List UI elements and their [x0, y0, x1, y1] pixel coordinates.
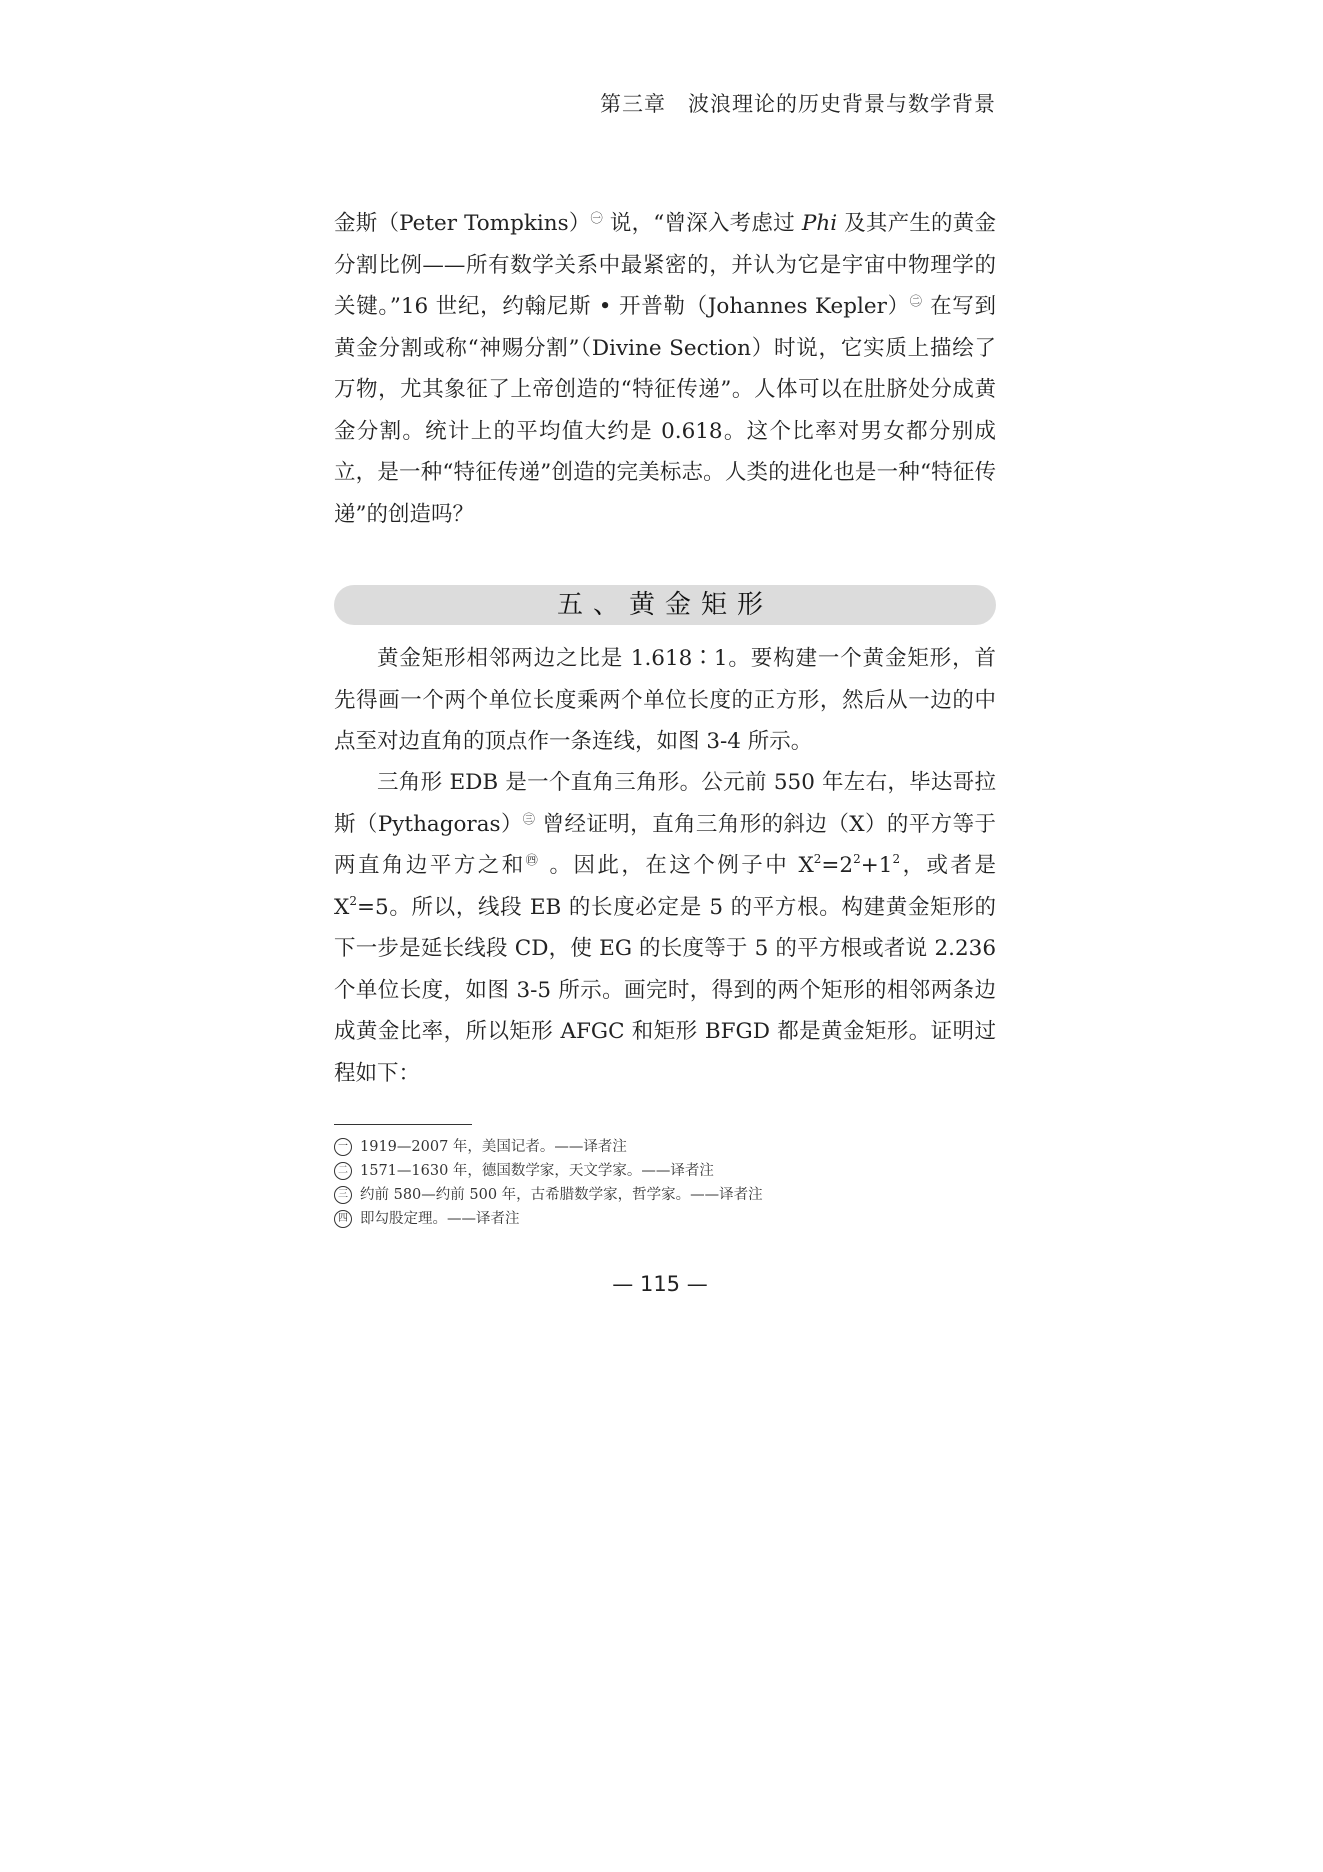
footnote-ref-2: ㊁	[909, 294, 923, 308]
p1-phi: Phi	[801, 211, 838, 236]
footnote-4	[334, 1207, 996, 1231]
paragraph-3	[334, 762, 996, 1094]
running-head: 第三章 波浪理论的历史背景与数学背景	[600, 92, 996, 116]
paragraph-1	[334, 203, 996, 535]
p3-text-6: ，或者是 X	[334, 853, 996, 920]
p3-text-4: =2	[821, 853, 854, 878]
p1-text-3: 及其产生的黄金分割比例——所有数学关系中最紧密的，并认为它是宇宙中物理学的关键。”16 世纪，约翰尼斯 • 开普勒（Johannes Kepler）	[334, 211, 996, 319]
footnote-ref-3: ㊂	[522, 811, 536, 826]
footnote-mark: 二	[334, 1162, 352, 1180]
exponent: 2	[349, 893, 357, 908]
footnote-1	[334, 1135, 996, 1159]
page-number: — 115 —	[612, 1272, 708, 1296]
exponent: 2	[892, 852, 901, 866]
footnote-mark: 四	[334, 1210, 352, 1228]
exponent: 2	[813, 852, 822, 866]
footnote-ref-1: ㊀	[590, 211, 603, 225]
footnote-text: 1571—1630 年，德国数学家，天文学家。——译者注	[360, 1163, 714, 1179]
footnote-mark: 一	[334, 1138, 352, 1156]
footnotes	[334, 1135, 996, 1231]
exponent: 2	[853, 852, 861, 866]
p3-text-7: =5。所以，线段 EB 的长度必定是 5 的平方根。构建黄金矩形的下一步是延长线段 CD，使 EG 的长度等于 5 的平方根或者说 2.236 个单位长度，如图 3-5 所示。画完时，得到的两个矩形的相邻两条边成黄金比率，所以矩形 AFGC 和矩形 BFGD 都是黄金矩形。证明过程如下：	[334, 894, 996, 1086]
footnote-text: 1919—2007 年，美国记者。——译者注	[360, 1139, 627, 1155]
p3-text-5: +1	[860, 853, 893, 878]
p1-text-4: 在写到黄金分割或称“神赐分割”（Divine Section）时说，它实质上描绘了万物，尤其象征了上帝创造的“特征传递”。人体可以在肚脐处分成黄金分割。统计上的平均值大约是 0.618。这个比率对男女都分别成立，是一种“特征传递”创造的完美标志。人类的进化也是一种“特征传递”的创造吗？	[334, 294, 996, 527]
paragraph-2	[334, 638, 996, 763]
p1-text-2: 说，“曾深入考虑过	[602, 211, 802, 236]
footnote-ref-4: ㊃	[525, 853, 541, 867]
footnote-mark: 三	[334, 1186, 352, 1204]
footnote-text: 约前 580—约前 500 年，古希腊数学家，哲学家。——译者注	[360, 1187, 763, 1203]
p3-text-3: 。因此，在这个例子中 X	[540, 853, 814, 878]
p1-text-1: 金斯（Peter Tompkins）	[334, 211, 591, 236]
footnote-text: 即勾股定理。——译者注	[360, 1211, 520, 1227]
p3-text-1: 三角形 EDB 是一个直角三角形。公元前 550 年左右，毕达哥拉斯（Pythagoras）	[334, 770, 996, 837]
footnote-rule	[334, 1124, 472, 1125]
footnote-3	[334, 1183, 996, 1207]
p3-text-2: 曾经证明，直角三角形的斜边（X）的平方等于两直角边平方之和	[334, 811, 996, 878]
p2-text: 黄金矩形相邻两边之比是 1.618∶1。要构建一个黄金矩形，首先得画一个两个单位长度乘两个单位长度的正方形，然后从一边的中点至对边直角的顶点作一条连线，如图 3-4 所示。	[334, 646, 996, 754]
section-heading: 五、黄金矩形	[334, 585, 996, 625]
footnote-2	[334, 1159, 996, 1183]
